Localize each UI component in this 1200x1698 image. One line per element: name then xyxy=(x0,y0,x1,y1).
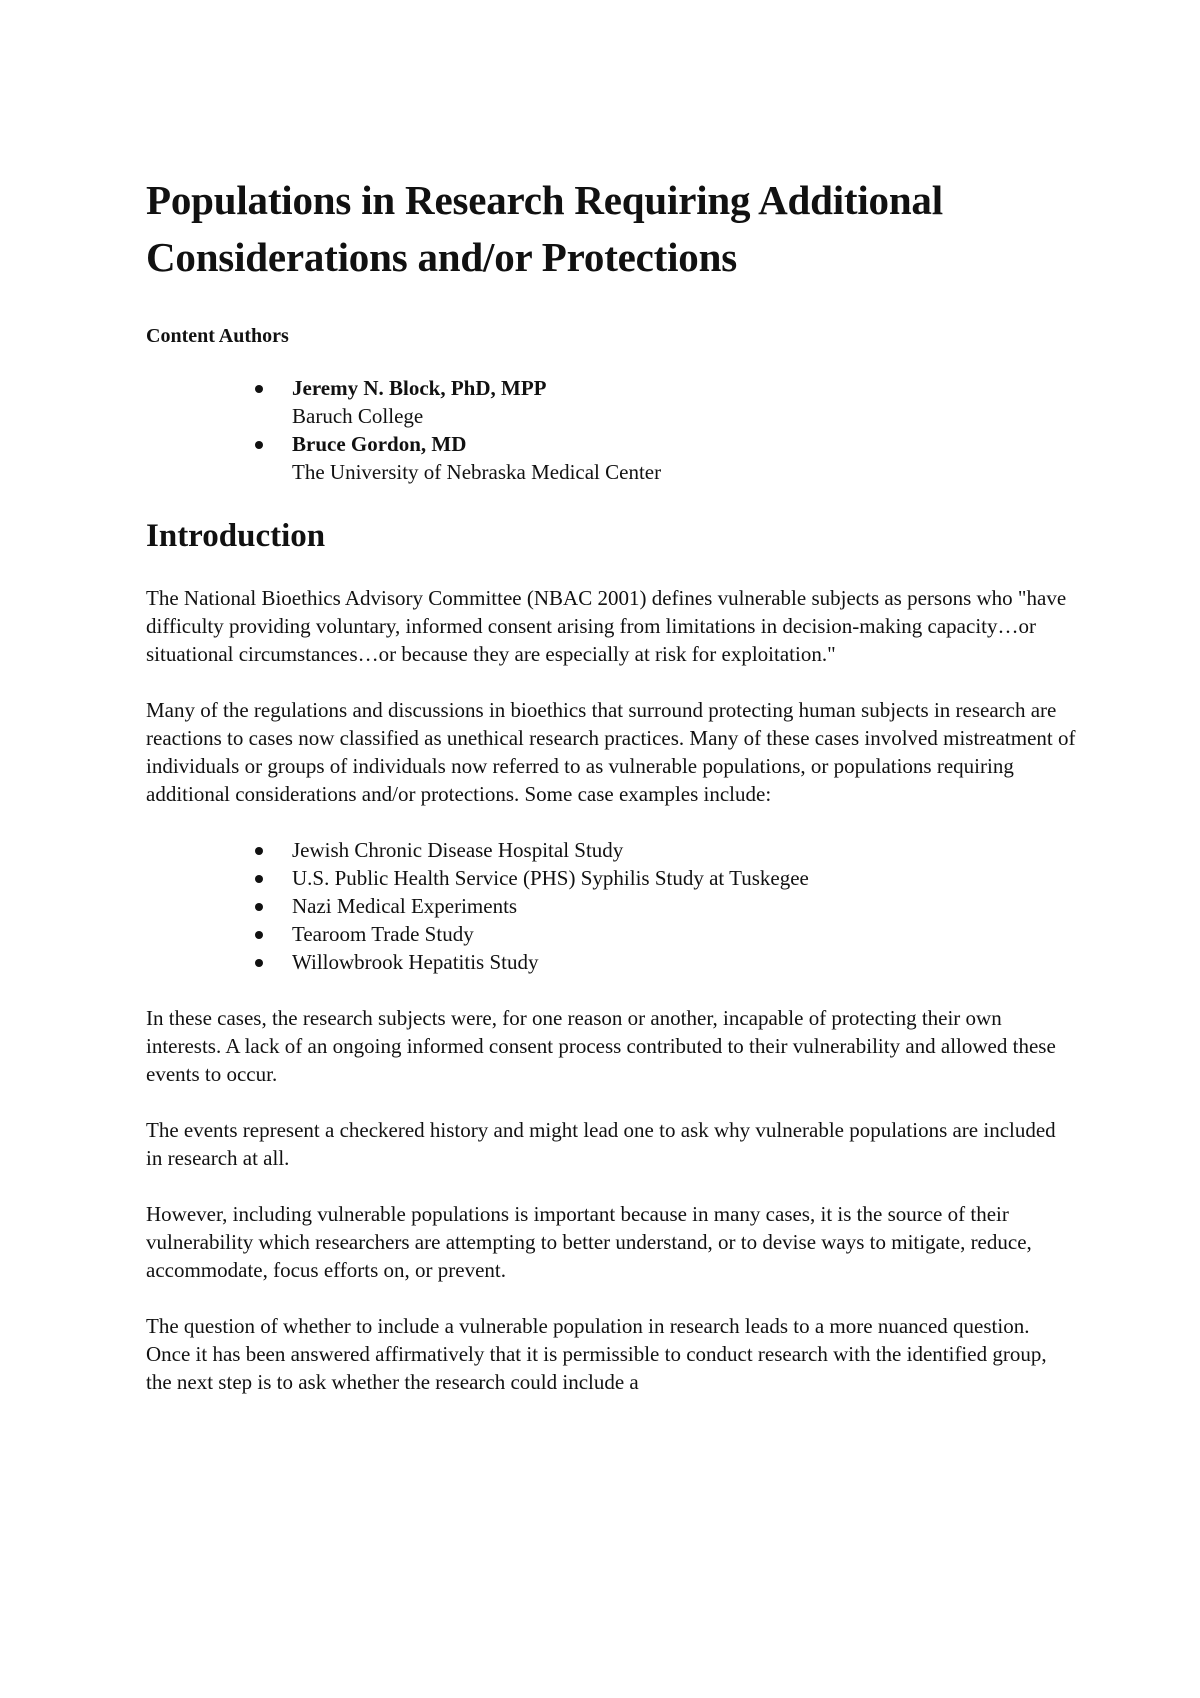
intro-paragraph: Many of the regulations and discussions in bioethics that surround protecting human subjects in research are reactions to cases now classified as unethical research practices. Many of these cases involved mistreatment of individuals or groups of individuals now referred to as vulnerable populations, or populations requiring additional considerations and/or protections. Some case examples include: xyxy=(146,698,1076,806)
case-example-item: U.S. Public Health Service (PHS) Syphilis Study at Tuskegee xyxy=(292,864,1076,892)
author-name: Bruce Gordon, MD xyxy=(292,432,467,456)
author-name: Jeremy N. Block, PhD, MPP xyxy=(292,376,547,400)
content-authors-heading: Content Authors xyxy=(146,325,289,347)
author-affiliation: The University of Nebraska Medical Center xyxy=(292,460,662,484)
document-page xyxy=(146,172,1076,1424)
case-example-item: Tearoom Trade Study xyxy=(292,920,1076,948)
intro-paragraph: However, including vulnerable populations is important because in many cases, it is the source of their vulnerability which researchers are attempting to better understand, or to devise ways to mitigate, reduce, accommodate, focus efforts on, or prevent. xyxy=(146,1202,1032,1282)
document-title: Populations in Research Requiring Additional Considerations and/or Protections xyxy=(146,177,943,280)
intro-paragraph: The events represent a checkered history and might lead one to ask why vulnerable populations are included in research at all. xyxy=(146,1118,1056,1170)
intro-paragraph: In these cases, the research subjects were, for one reason or another, incapable of protecting their own interests. A lack of an ongoing informed consent process contributed to their vulnerability and allowed these events to occur. xyxy=(146,1006,1056,1086)
case-example-item: Jewish Chronic Disease Hospital Study xyxy=(292,836,1076,864)
author-item xyxy=(292,374,1076,430)
case-examples-list xyxy=(146,836,1076,976)
author-affiliation: Baruch College xyxy=(292,404,424,428)
case-example-item: Willowbrook Hepatitis Study xyxy=(292,948,1076,976)
authors-list xyxy=(146,374,1076,486)
introduction-heading: Introduction xyxy=(146,518,326,554)
intro-paragraph: The question of whether to include a vulnerable population in research leads to a more nuanced question. Once it has been answered affirmatively that it is permissible to conduct research with the identified group, the next step is to ask whether the research could include a xyxy=(146,1314,1047,1394)
case-example-item: Nazi Medical Experiments xyxy=(292,892,1076,920)
intro-paragraph: The National Bioethics Advisory Committee (NBAC 2001) defines vulnerable subjects as persons who "have difficulty providing voluntary, informed consent arising from limitations in decision-making capacity…or situational circumstances…or because they are especially at risk for exploitation." xyxy=(146,586,1067,666)
author-item xyxy=(292,430,1076,486)
